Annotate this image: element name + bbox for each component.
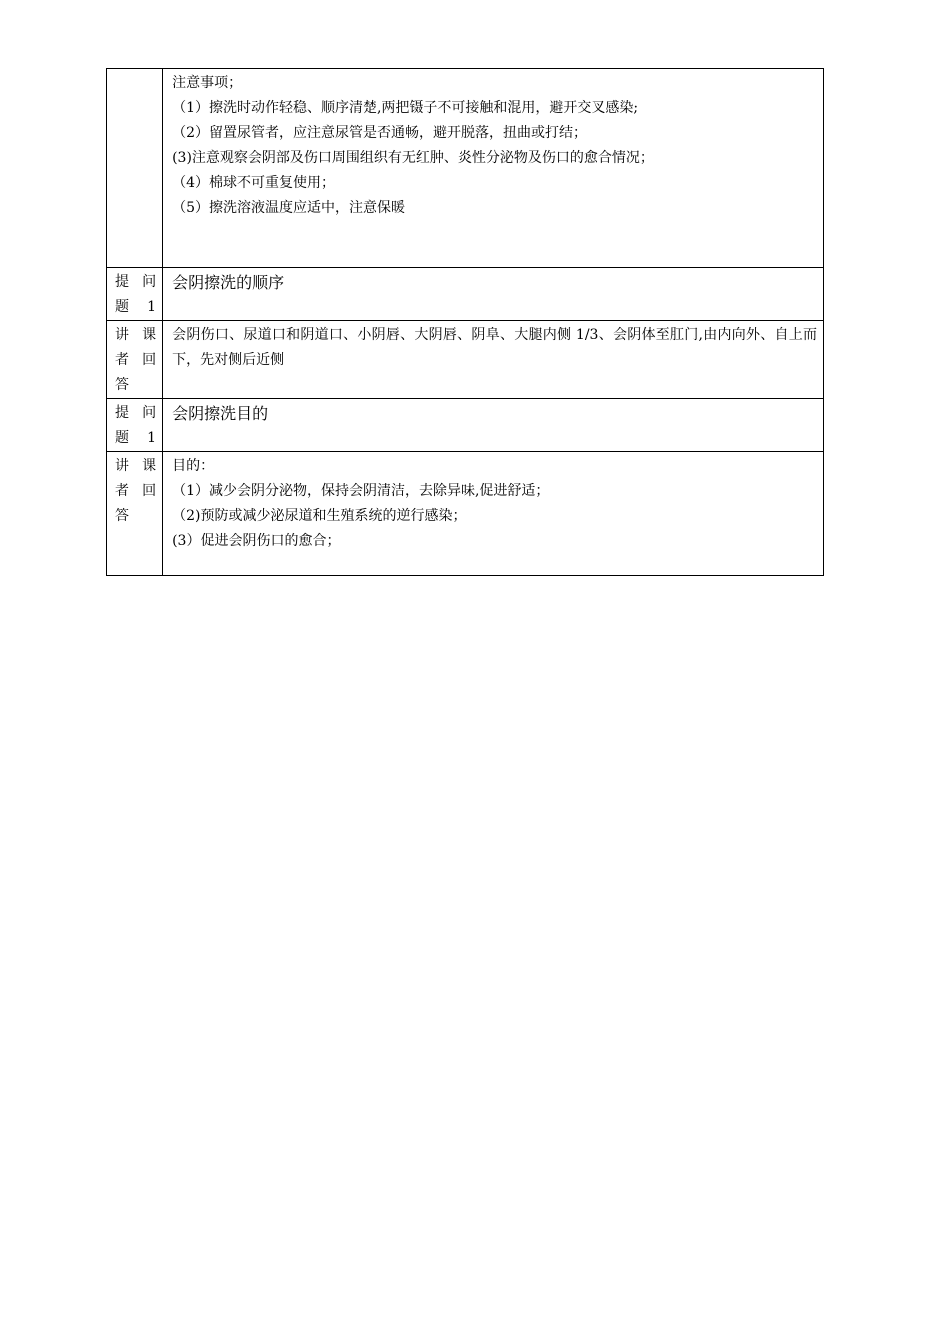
notes-label-cell	[107, 69, 163, 268]
answer-text-2	[163, 452, 824, 576]
answer-heading: 目的：	[172, 458, 215, 474]
notes-item: (3)注意观察会阴部及伤口周围组织有无红肿、炎性分泌物及伤口的愈合情况；	[172, 150, 654, 166]
notes-item: （1）擦洗时动作轻稳、顺序清楚,两把镊子不可接触和混用，避开交叉感染;	[172, 100, 639, 116]
answer-text-1: 会阴伤口、尿道口和阴道口、小阴唇、大阴唇、阴阜、大腿内侧 1/3、会阴体至肛门,由内向外、自上而下，先对侧后近侧	[163, 321, 824, 399]
question-row-1	[107, 268, 824, 321]
answer-item: (3）促进会阴伤口的愈合；	[172, 533, 341, 549]
answer-item: （1）减少会阴分泌物，保持会阴清洁，去除异味,促进舒适；	[172, 483, 550, 499]
question-text-2: 会阴擦洗目的	[163, 399, 824, 452]
notes-row	[107, 69, 824, 268]
question-label-2: 提问题1	[107, 399, 163, 452]
answer-item: （2)预防或减少泌尿道和生殖系统的逆行感染；	[172, 508, 467, 524]
lesson-qa-table	[106, 68, 824, 576]
notes-item: （5）擦洗溶液温度应适中，注意保暖	[172, 200, 405, 216]
answer-row-1	[107, 321, 824, 399]
question-label-1: 提问题1	[107, 268, 163, 321]
notes-cell	[163, 69, 824, 268]
question-row-2	[107, 399, 824, 452]
notes-item: （4）棉球不可重复使用；	[172, 175, 335, 191]
answer-label-1: 讲课者回答	[107, 321, 163, 399]
notes-heading: 注意事项；	[172, 75, 243, 91]
answer-row-2	[107, 452, 824, 576]
answer-label-2: 讲课者回答	[107, 452, 163, 576]
notes-item: （2）留置尿管者，应注意尿管是否通畅，避开脱落，扭曲或打结；	[172, 125, 587, 141]
question-text-1: 会阴擦洗的顺序	[163, 268, 824, 321]
